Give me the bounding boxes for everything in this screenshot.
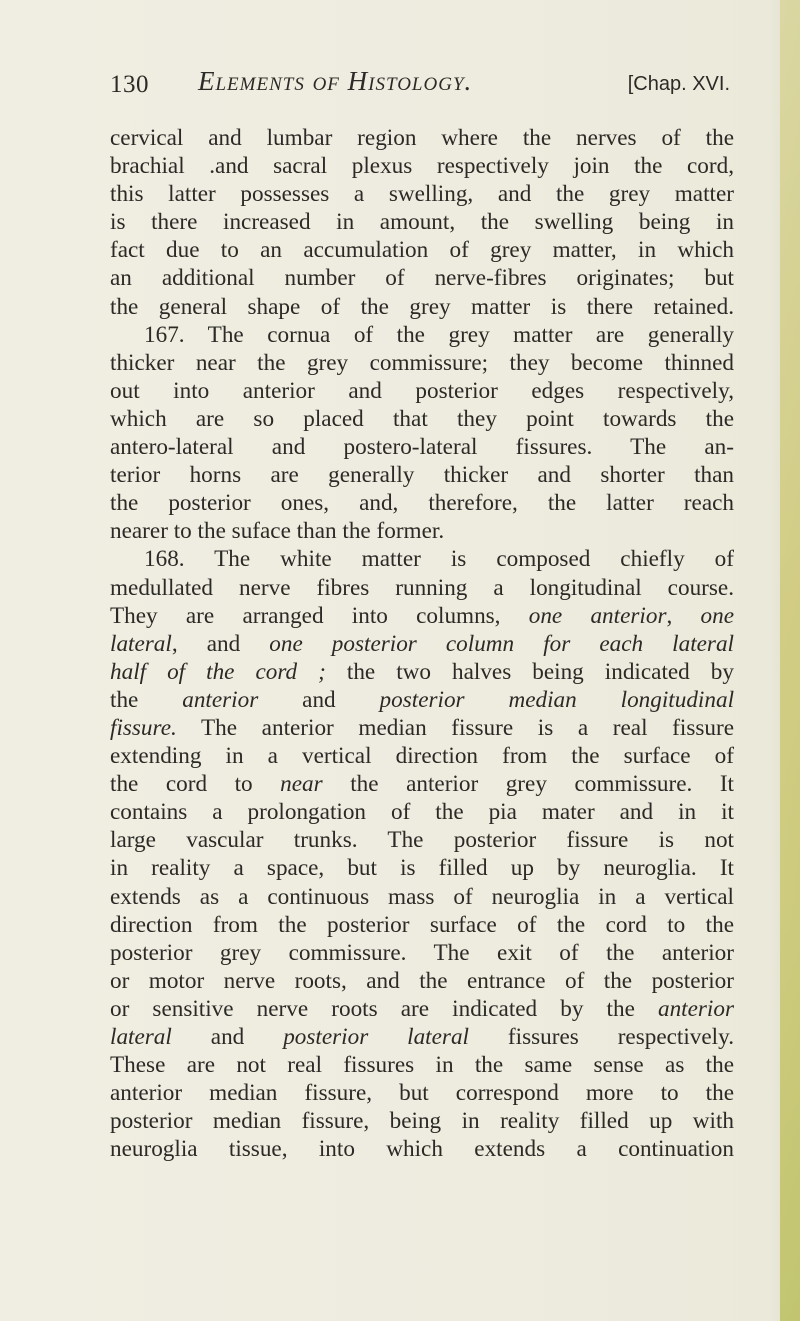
text-run: extending in a vertical direction from the surface of [110,743,734,770]
italic-text: lateral [110,630,172,657]
text-line [110,180,734,208]
text-run: extends as a continuous mass of neuroglia in a vertical [110,883,734,910]
text-run: thicker near the grey commissure; they become thinned [110,349,734,376]
text-line [110,293,734,321]
text-run: which are so placed that they point towards the [110,405,734,432]
italic-text: anterior [182,686,259,713]
text-line [110,574,734,602]
text-run: out into anterior and posterior edges respectively, [110,377,734,404]
text-run: this latter possesses a swelling, and the grey matter [110,181,734,208]
italic-text: one posterior column for each lateral [269,630,734,657]
text-run: contains a prolongation of the pia mater and in it [110,799,734,826]
italic-text: anterior [657,995,734,1022]
italic-text: half of the cord ; [110,658,326,685]
text-run: cervical and lumbar region where the nerves of the [110,125,734,151]
text-run: These are not real fissures in the same sense as the [110,1052,734,1079]
text-run: nearer to the suface than the former. [110,518,445,545]
text-run: or sensitive nerve roots are indicated by the [110,995,658,1022]
text-line [110,686,734,714]
text-line [110,152,734,180]
italic-text: near [280,771,323,798]
text-line [110,1051,734,1079]
text-run: the two halves being indicated by [325,658,734,685]
text-run: posterior median fissure, being in reality filled up with [110,1108,734,1135]
text-line [110,854,734,882]
paragraph-start-line [110,545,734,573]
text-run: the [110,686,183,713]
text-run: posterior grey commissure. The exit of the anterior [110,939,734,966]
text-line [110,967,734,995]
text-run: 168. The white matter is composed chiefly of [144,546,734,573]
body-text [110,124,734,1163]
text-line [110,911,734,939]
page-header [110,66,730,105]
text-line [110,1023,734,1051]
text-line [110,489,734,517]
text-run: neuroglia tissue, into which extends a continuation [110,1136,734,1163]
text-line [110,517,734,545]
text-run: and [258,686,380,713]
text-run: They are arranged into columns, [110,602,529,629]
chapter-label: [Chap. XVI. [627,73,730,95]
text-line [110,264,734,292]
text-run: The anterior median fissure is a real fissure [176,714,734,741]
text-line [110,995,734,1023]
text-run: brachial .and sacral plexus respectively join the cord, [110,153,734,180]
text-run: 167. The cornua of the grey matter are generally [144,321,734,348]
text-line [110,742,734,770]
text-line [110,939,734,967]
text-run: , [666,602,701,629]
text-run: medullated nerve fibres running a longitudinal course. [110,574,734,601]
text-line [110,461,734,489]
italic-text: fissure. [110,714,177,741]
text-run: or motor nerve roots, and the entrance of the posterior [110,967,734,994]
running-title: Elements of Histology. [198,66,473,96]
text-run: the posterior ones, and, therefore, the latter reach [110,490,734,517]
page-edge [780,0,800,1321]
text-run: is there increased in amount, the swelling being in [110,209,734,236]
text-run: the anterior grey commissure. It [322,771,734,798]
italic-text: lateral [110,1024,172,1050]
text-line [110,433,734,461]
text-line [110,236,734,264]
italic-text: one anterior [528,602,667,629]
italic-text: posterior median longitudinal [379,686,735,713]
text-run: direction from the posterior surface of the cord to the [110,911,734,938]
text-line [110,798,734,826]
text-run: antero-lateral and postero-lateral fissures. The an- [110,434,734,461]
text-line [110,349,734,377]
text-line [110,630,734,658]
text-line [110,602,734,630]
text-line [110,826,734,854]
text-run: an additional number of nerve-fibres originates; but [110,265,734,292]
text-line [110,405,734,433]
text-run: anterior median fissure, but correspond more to the [110,1080,734,1107]
text-run: the cord to [110,771,281,798]
text-line [110,770,734,798]
text-line [110,883,734,911]
text-run: in reality a space, but is filled up by neuroglia. It [110,855,734,882]
paragraph-start-line [110,321,734,349]
text-line [110,124,734,152]
text-run: terior horns are generally thicker and shorter than [110,462,734,489]
text-line [110,714,734,742]
text-line [110,658,734,686]
text-line [110,208,734,236]
text-run: the general shape of the grey matter is there retained. [110,293,734,320]
italic-text: posterior lateral [283,1024,469,1050]
text-line [110,1107,734,1135]
text-line [110,377,734,405]
italic-text: one [700,602,734,629]
text-run: and [171,1024,284,1050]
text-run: fissures respectively. [468,1024,734,1050]
text-line [110,1079,734,1107]
text-run: large vascular trunks. The posterior fissure is not [110,827,734,854]
text-run: fact due to an accumulation of grey matter, in which [110,237,734,264]
page-number: 130 [110,71,149,98]
text-run: , and [171,630,270,657]
text-line [110,1135,734,1163]
